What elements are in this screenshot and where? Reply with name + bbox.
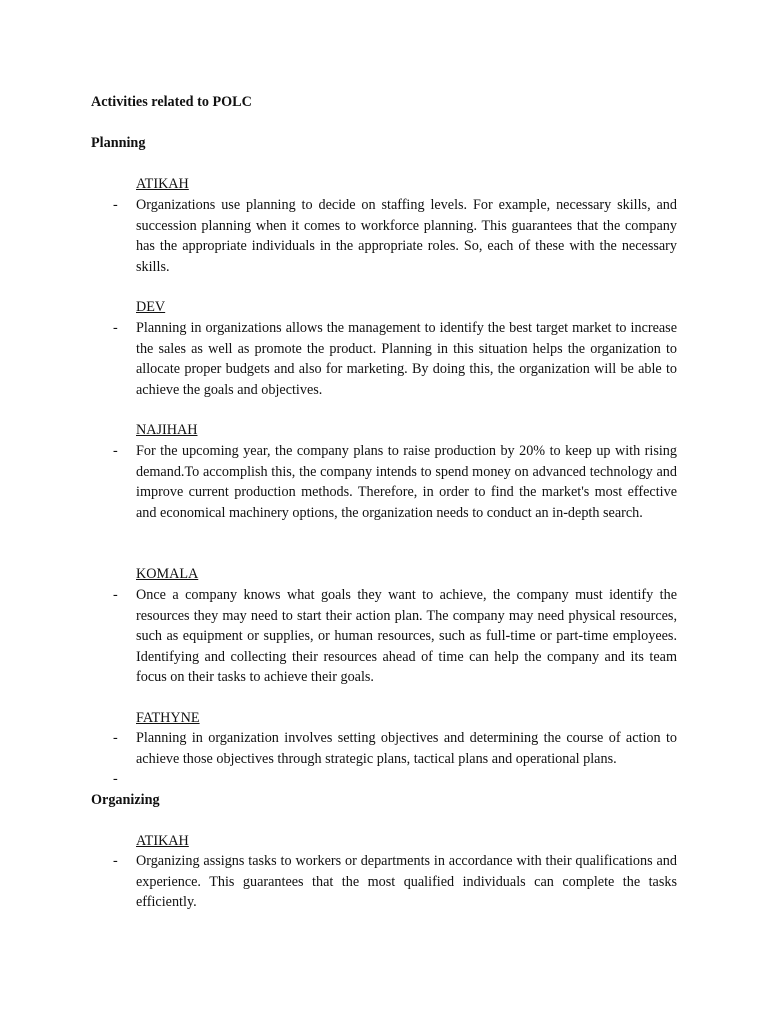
bullet-text-fathyne-planning: Planning in organization involves setting objectives and determining the course of action to achieve those objectives through strategic plans, tactical plans and operational plans. [136,730,677,767]
bullet-dash: - [113,853,118,869]
author-name-komala: KOMALA [136,566,199,582]
bullet-text-najihah-planning: For the upcoming year, the company plans to raise production by 20% to keep up with rising demand.To accomplish this, the company intends to spend money on advanced technology and improve current production methods. Therefore, in order to find the market's most effective and economical machinery options, the organization needs to conduct an in-depth search. [136,443,677,521]
bullet-text-atikah-planning: Organizations use planning to decide on staffing levels. For example, necessary skills, and succession planning when it comes to workforce planning. This guarantees that the company has the appropriate individuals in the appropriate roles. So, each of these with the necessary skills. [136,197,677,275]
author-name-fathyne: FATHYNE [136,710,200,726]
author-name-najihah: NAJIHAH [136,422,198,438]
bullet-dash: - [113,320,118,336]
section-heading-organizing: Organizing [91,792,160,808]
bullet-dash: - [113,443,118,459]
empty-bullet-dash: - [113,771,118,787]
bullet-text-komala-planning: Once a company knows what goals they want to achieve, the company must identify the resources they may need to start their action plan. The company may need physical resources, such as equipment or supplies, or human resources, such as full-time or part-time employees. Identifying and collecting their resources ahead of time can help the company and its team focus on their tasks to achieve their goals. [136,587,677,686]
bullet-text-dev-planning: Planning in organizations allows the management to identify the best target market to increase the sales as well as promote the product. Planning in this situation helps the organization to allocate proper budgets and also for marketing. By doing this, the organization will be able to achieve the goals and objectives. [136,320,677,398]
section-heading-planning: Planning [91,135,146,151]
bullet-dash: - [113,730,118,746]
bullet-text-atikah-organizing: Organizing assigns tasks to workers or departments in accordance with their qualifications and experience. This guarantees that the most qualified individuals can complete the tasks efficiently. [136,853,677,911]
document-title: Activities related to POLC [91,94,252,110]
author-name-atikah: ATIKAH [136,833,189,849]
author-name-dev: DEV [136,299,166,315]
bullet-dash: - [113,587,118,603]
bullet-dash: - [113,197,118,213]
author-name-atikah: ATIKAH [136,176,189,192]
